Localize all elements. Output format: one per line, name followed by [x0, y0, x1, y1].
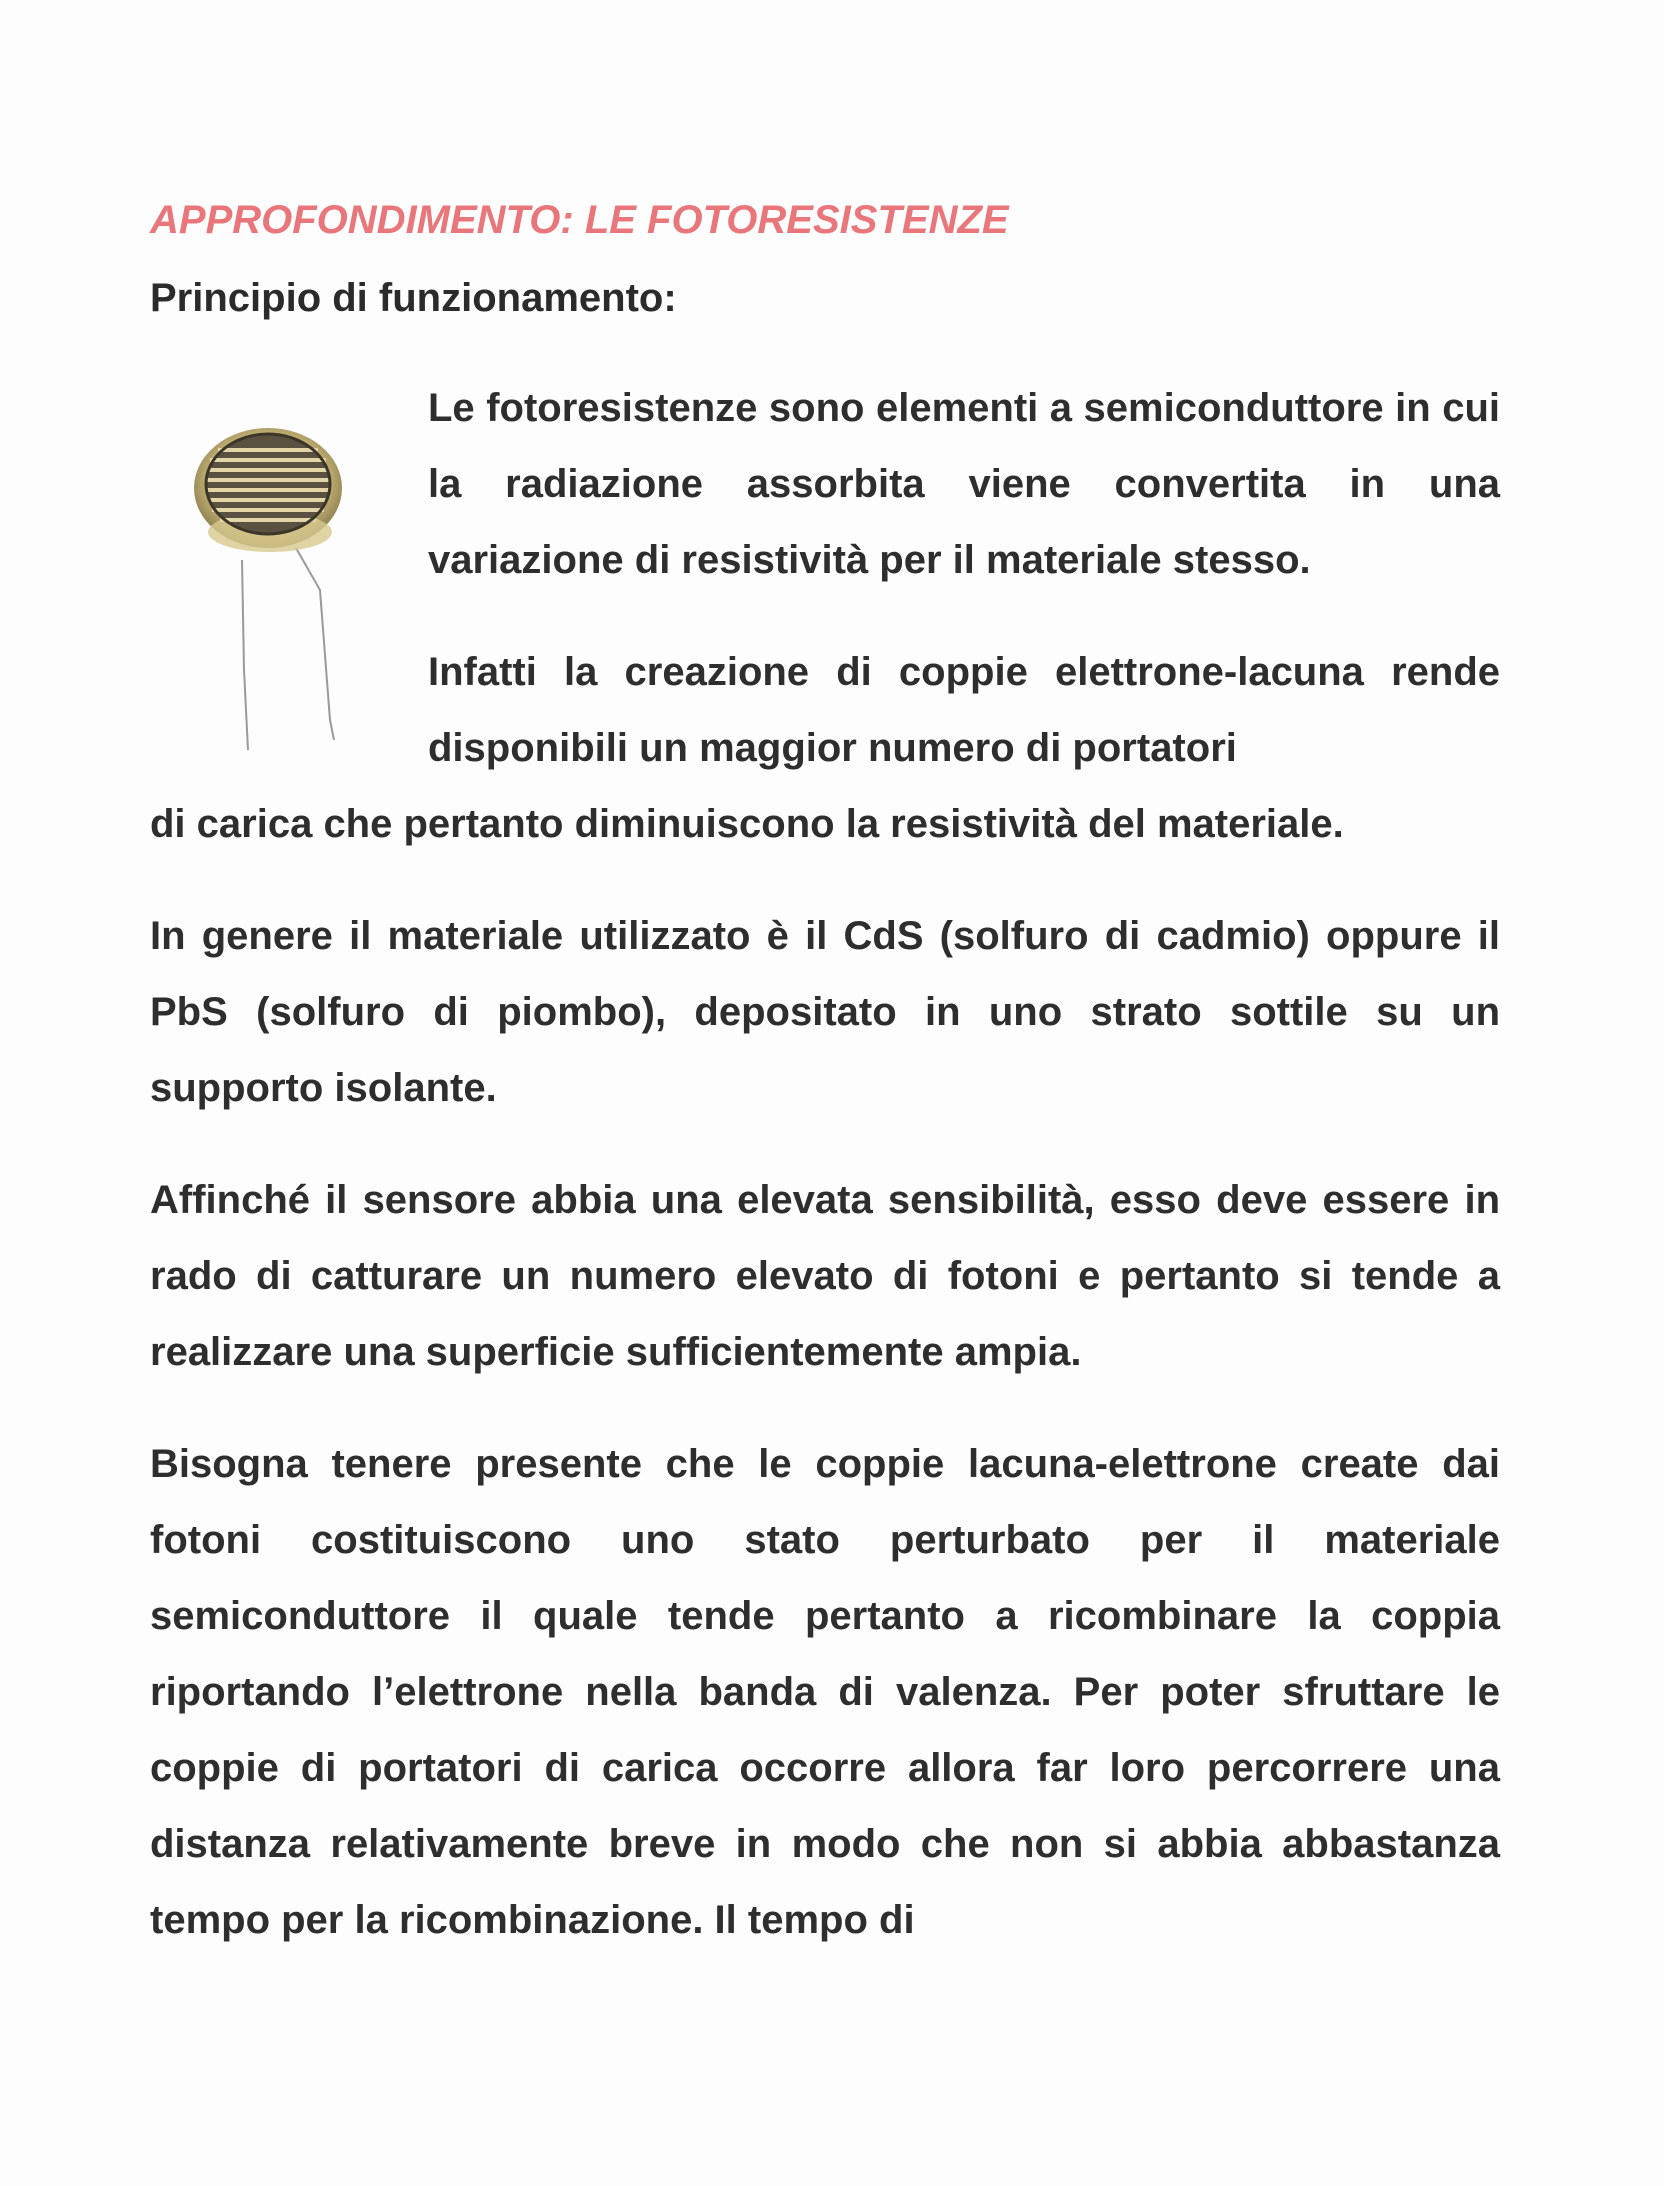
paragraph-4: Affinché il sensore abbia una elevata sensibilità, esso deve essere in rado di catturare un numero elevato di fotoni e pertanto si tende a realizzare una superficie sufficientemente ampia.: [150, 1178, 1500, 1374]
paragraph-2-start: Infatti la creazione di coppie elettrone-lacuna rende disponibili un maggior numero di portatori: [428, 650, 1500, 770]
photoresistor-icon: [170, 420, 370, 780]
section-heading: APPROFONDIMENTO: LE FOTORESISTENZE: [150, 198, 1009, 242]
section-subheading: Principio di funzionamento:: [150, 276, 677, 320]
document-content: [150, 192, 1500, 1958]
paragraph-1: Le fotoresistenze sono elementi a semiconduttore in cui la radiazione assorbita viene convertita in una variazione di resistività per il materiale stesso.: [428, 386, 1500, 582]
paragraph-3: In genere il materiale utilizzato è il CdS (solfuro di cadmio) oppure il PbS (solfuro di piombo), depositato in uno strato sottile su un supporto isolante.: [150, 914, 1500, 1110]
paragraph-2-end: di carica che pertanto diminuiscono la resistività del materiale.: [150, 802, 1344, 846]
intro-block: [150, 370, 1500, 786]
paragraph-5: Bisogna tenere presente che le coppie lacuna-elettrone create dai fotoni costituiscono uno stato perturbato per il materiale semiconduttore il quale tende pertanto a ricombinare la coppia riportando l’elettrone nella banda di valenza. Per poter sfruttare le coppie di portatori di carica occorre allora far loro percorrere una distanza relativamente breve in modo che non si abbia abbastanza tempo per la ricombinazione. Il tempo di: [150, 1442, 1500, 1942]
intro-text: [428, 370, 1500, 786]
